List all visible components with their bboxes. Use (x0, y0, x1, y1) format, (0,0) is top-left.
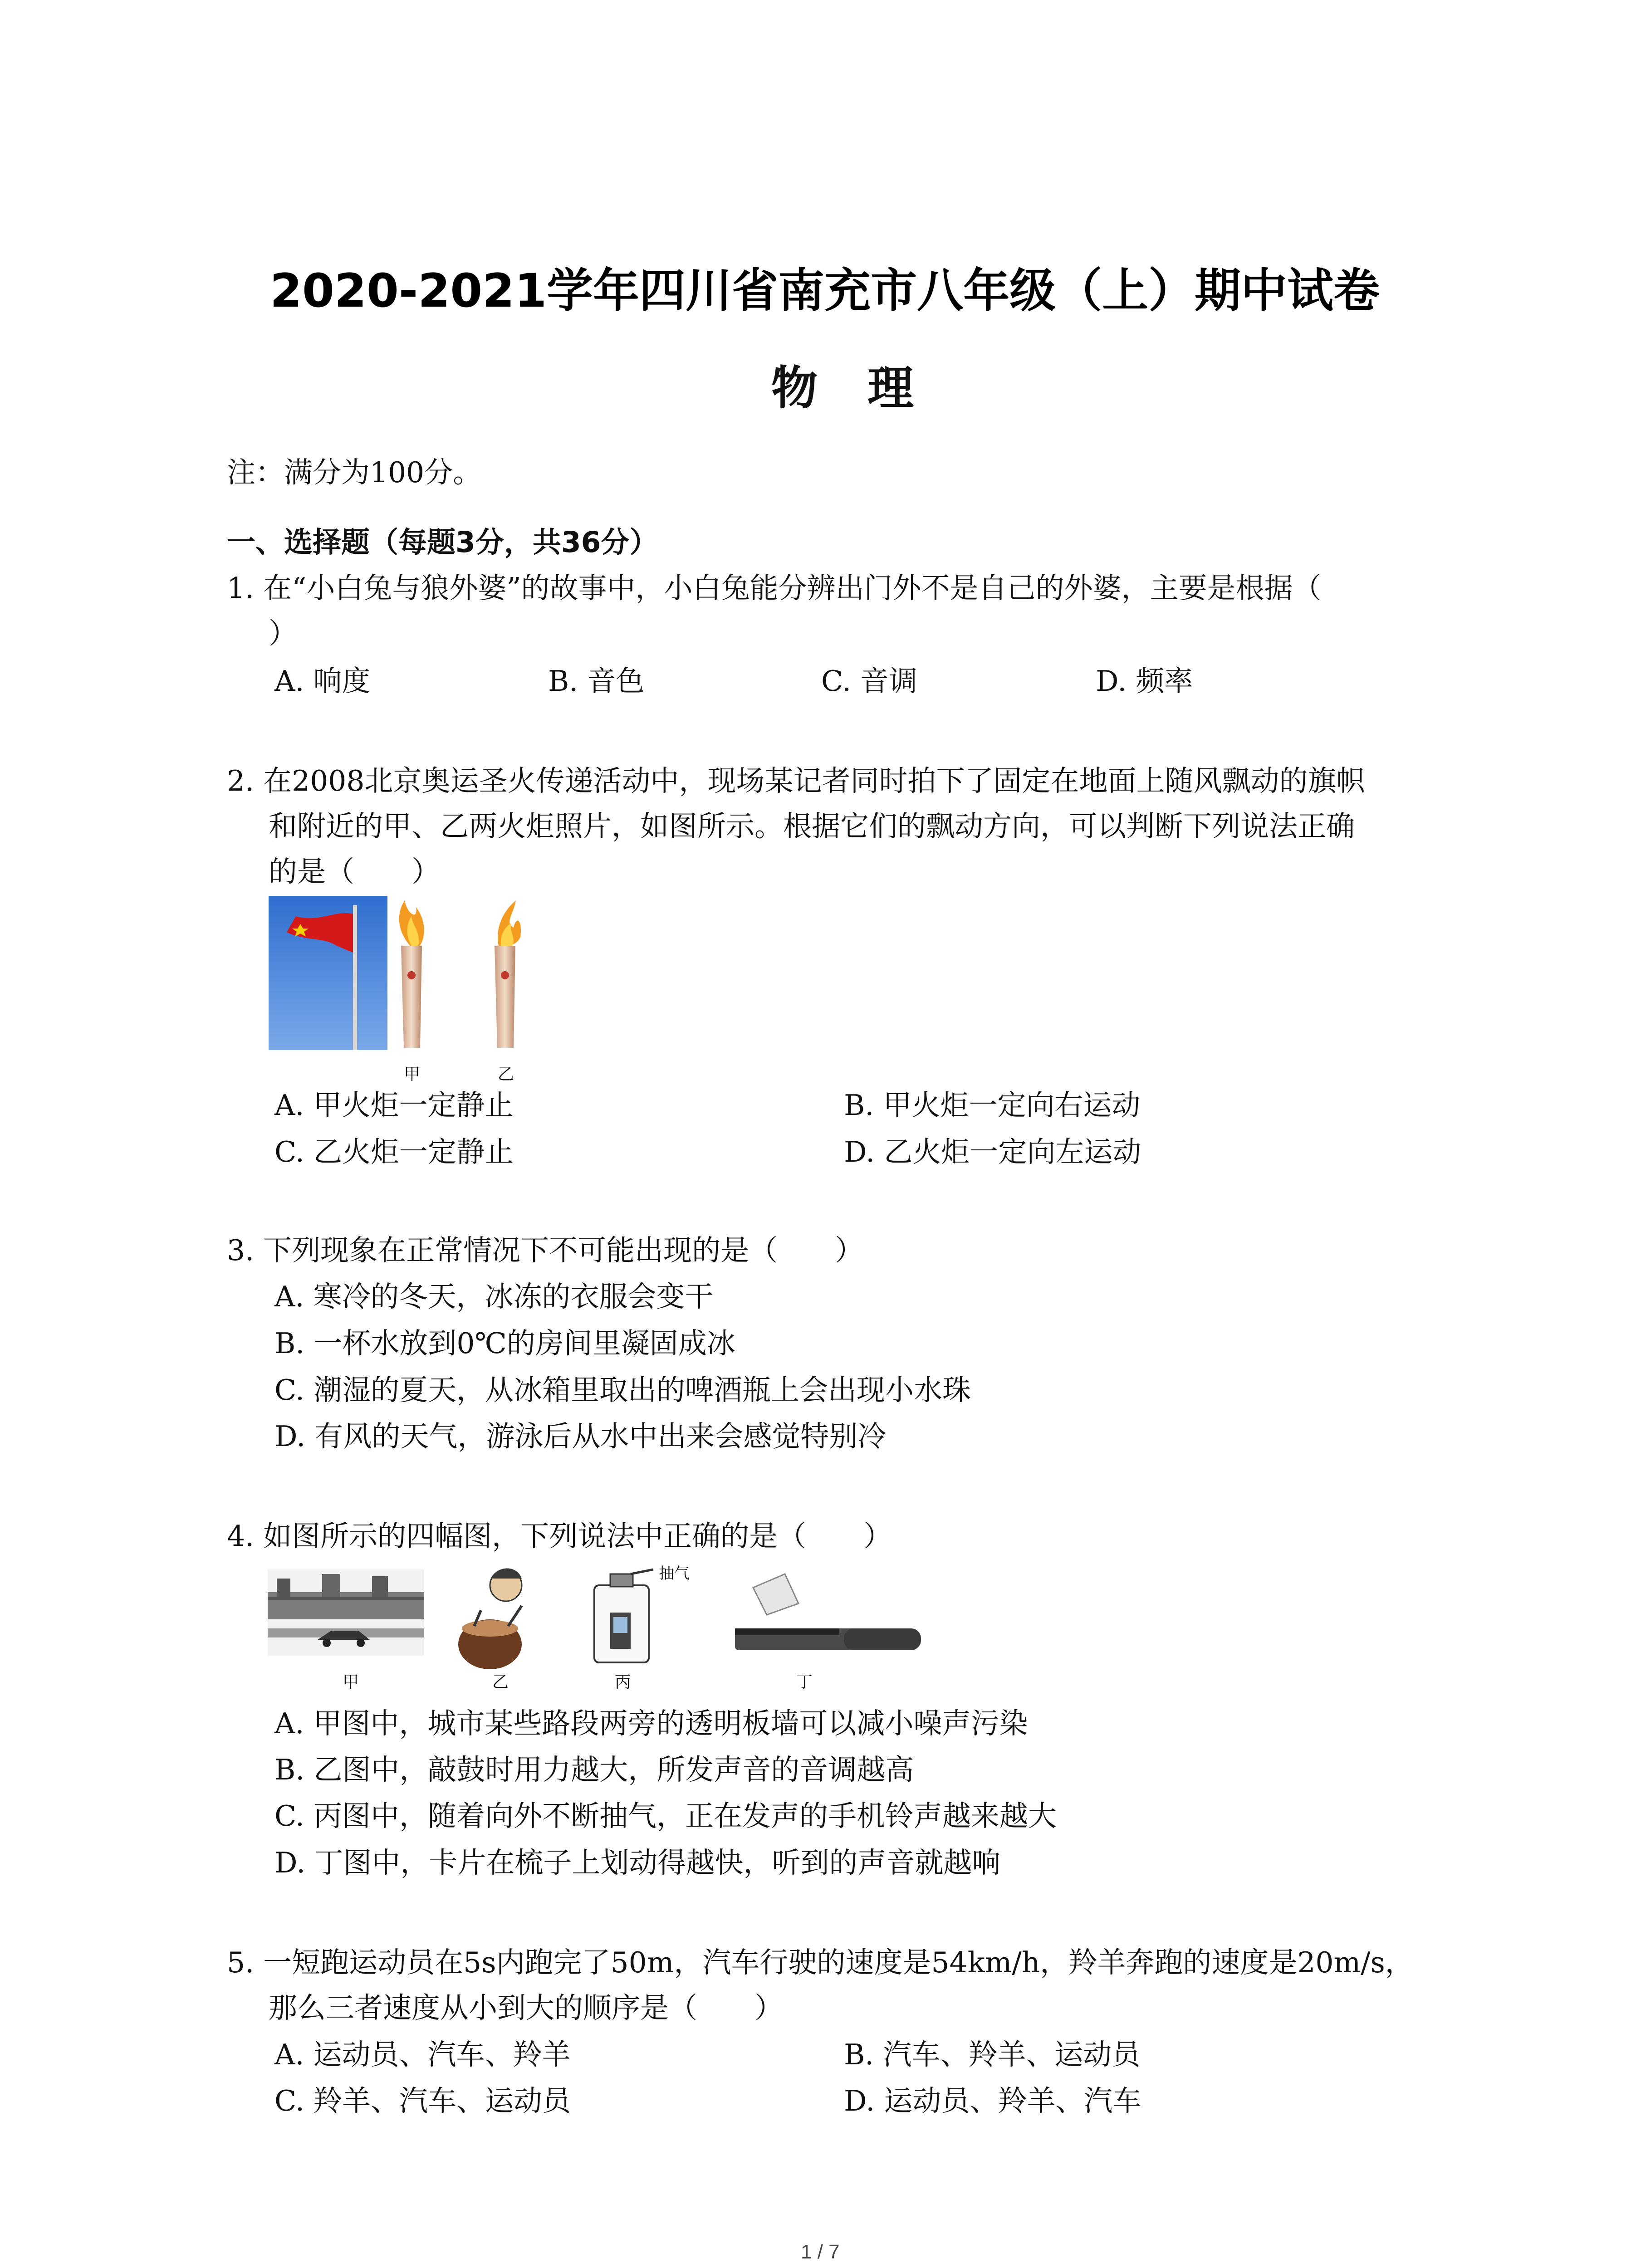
q1-option-b: B. 音色 (548, 665, 645, 698)
q2-option-a: A. 甲火炬一定静止 (274, 1089, 514, 1122)
figure-ding-comb (735, 1574, 921, 1650)
q1-option-d: D. 频率 (1096, 665, 1193, 698)
torch-yi (495, 900, 521, 1048)
q5-option-d: D. 运动员、羚羊、汽车 (844, 2084, 1141, 2117)
q1-line-1: 1. 在“小白兔与狼外婆”的故事中，小白兔能分辨出门外不是自己的外婆，主要是根据（ (227, 572, 1322, 605)
q1-option-c: C. 音调 (821, 665, 918, 698)
q1-line-2: ） (269, 617, 297, 650)
q5-line-1: 5. 一短跑运动员在5s内跑完了50m，汽车行驶的速度是54km/h，羚羊奔跑的速度是20m/s， (227, 1946, 1414, 1979)
torch-jia (399, 900, 424, 1048)
figure-jia-road (268, 1569, 424, 1656)
four-pictures-figure (268, 1560, 930, 1696)
q2-option-c: C. 乙火炬一定静止 (274, 1135, 514, 1168)
q4-option-c: C. 丙图中，随着向外不断抽气，正在发声的手机铃声越来越大 (274, 1799, 1057, 1833)
q2-line-1: 2. 在2008北京奥运圣火传递活动中，现场某记者同时拍下了固定在地面上随风飘动的旗帜 (227, 764, 1365, 797)
q3-option-b: B. 一杯水放到0℃的房间里凝固成冰 (274, 1327, 735, 1360)
q2-option-d: D. 乙火炬一定向左运动 (844, 1135, 1141, 1168)
flag-torch-figure (269, 896, 541, 1086)
q3-option-d: D. 有风的天气，游泳后从水中出来会感觉特别冷 (274, 1420, 887, 1453)
q3-option-c: C. 潮湿的夏天，从冰箱里取出的啤酒瓶上会出现小水珠 (274, 1374, 971, 1407)
label-yi-4: 乙 (492, 1673, 509, 1691)
q5-line-2: 那么三者速度从小到大的顺序是（ ） (269, 1991, 783, 2024)
q5-option-c: C. 羚羊、汽车、运动员 (274, 2084, 571, 2117)
label-bing-4: 丙 (615, 1673, 632, 1691)
label-ding-4: 丁 (796, 1673, 813, 1691)
flag-photo (269, 896, 387, 1050)
q3-option-a: A. 寒冷的冬天，冰冻的衣服会变干 (274, 1280, 714, 1313)
subject-title: 物理 (771, 362, 964, 415)
q4-option-d: D. 丁图中，卡片在梳子上划动得越快，听到的声音就越响 (274, 1846, 1001, 1879)
q1-option-a: A. 响度 (274, 665, 371, 698)
q5-option-b: B. 汽车、羚羊、运动员 (844, 2038, 1141, 2071)
q3-line-1: 3. 下列现象在正常情况下不可能出现的是（ ） (227, 1234, 864, 1267)
label-jia: 甲 (404, 1065, 421, 1084)
q2-line-3: 的是（ ） (269, 855, 440, 888)
q4-option-b: B. 乙图中，敲鼓时用力越大，所发声音的音调越高 (274, 1753, 914, 1786)
section-heading: 一、选择题（每题3分，共36分） (227, 526, 658, 559)
pump-label: 抽气 (659, 1564, 690, 1583)
q5-option-a: A. 运动员、汽车、羚羊 (274, 2038, 571, 2071)
label-jia-4: 甲 (343, 1673, 359, 1691)
q4-option-a: A. 甲图中，城市某些路段两旁的透明板墙可以减小噪声污染 (274, 1707, 1028, 1740)
exam-title: 2020-2021学年四川省南充市八年级（上）期中试卷 (270, 264, 1380, 318)
score-note: 注：满分为100分。 (227, 456, 482, 489)
figure-yi-drum (458, 1569, 522, 1670)
q4-line-1: 4. 如图所示的四幅图，下列说法中正确的是（ ） (227, 1520, 892, 1553)
figure-bing-jar (594, 1564, 690, 1662)
label-yi: 乙 (498, 1065, 514, 1084)
q2-option-b: B. 甲火炬一定向右运动 (844, 1089, 1141, 1122)
q2-line-2: 和附近的甲、乙两火炬照片，如图所示。根据它们的飘动方向，可以判断下列说法正确 (269, 810, 1355, 843)
page-number: 1 / 7 (801, 2241, 840, 2263)
